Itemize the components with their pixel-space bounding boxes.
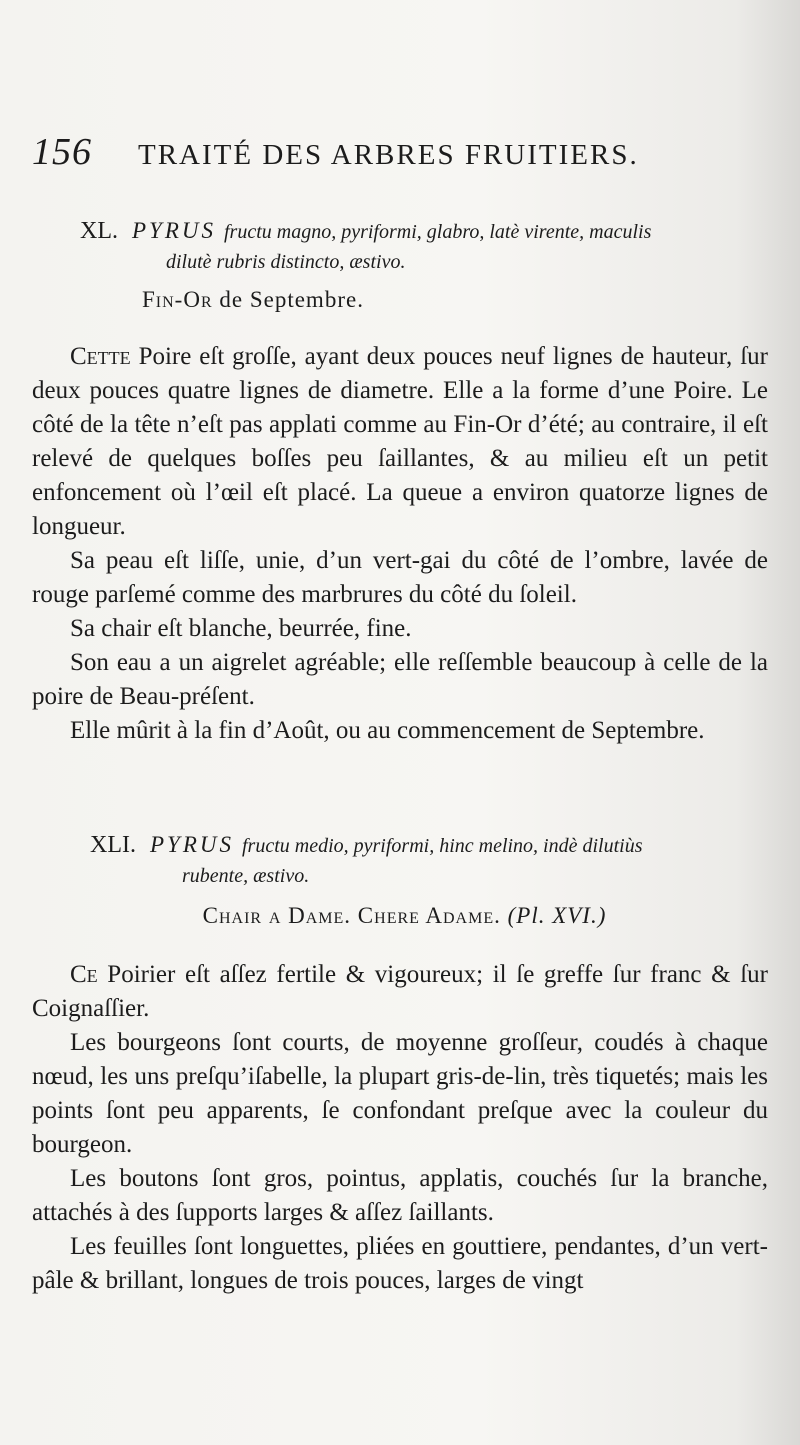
paragraph-text: Sa chair eſt blanche, beurrée, fine. <box>70 615 412 642</box>
paragraph-text: Poire eſt groſſe, ayant deux pouces neuf lignes de hauteur, ſur deux pouces quatre lignes de diametre. Elle a la forme d’une Poire. Le côté de la tête n’eſt pas applati comme au Fin-Or d’été; au contraire, il eſt relevé de quelques boſſes peu ſaillantes, & au milieu eſt un petit enfoncement où l’œil eſt placé. La queue a environ quatorze lignes de longueur. <box>32 343 768 540</box>
genus-name: PYRUS <box>149 832 234 857</box>
diagnosis-line-2: dilutè rubris distincto, æstivo. <box>166 251 406 273</box>
paragraph <box>32 1026 768 1162</box>
plate-reference: (Pl. XVI.) <box>500 903 607 928</box>
latin-diagnosis <box>32 830 777 891</box>
common-name <box>32 287 777 313</box>
paragraph <box>32 646 768 714</box>
common-name-caps: Chair a Dame. Chere Adame. <box>202 903 501 928</box>
common-name-rest: de Septembre. <box>212 287 364 312</box>
diagnosis-line-1: fructu medio, pyriformi, hinc melino, indè dilutiùs <box>241 835 643 857</box>
paragraph-text: Sa peau eſt liſſe, unie, d’un vert-gai du côté de l’ombre, lavée de rouge parſemé comme des marbrures du côté du ſoleil. <box>32 547 768 608</box>
paragraph <box>32 1162 768 1230</box>
paragraph-lead: Cette <box>70 343 131 370</box>
entry-xli-description <box>32 958 768 1298</box>
paragraph-text: Son eau a un aigrelet agréable; elle reſſemble beaucoup à celle de la poire de Beau-préſent. <box>32 649 768 710</box>
page-number: 156 <box>32 131 92 173</box>
entry-xli-heading <box>32 830 777 929</box>
paragraph <box>32 340 768 544</box>
genus-name: PYRUS <box>132 218 216 243</box>
entry-xl-description <box>32 340 768 748</box>
paragraph <box>32 958 768 1026</box>
paragraph <box>32 612 768 646</box>
diagnosis-line-2: rubente, æstivo. <box>182 865 310 887</box>
paragraph-text: Poirier eſt aſſez fertile & vigoureux; il ſe greffe ſur franc & ſur Coignaſſier. <box>32 961 768 1022</box>
paragraph <box>32 714 768 748</box>
latin-diagnosis <box>32 216 777 277</box>
paragraph-text: Les bourgeons ſont courts, de moyenne groſſeur, coudés à chaque nœud, les uns preſqu’iſabelle, la plupart gris-de-lin, très tiquetés; mais les points ſont peu apparents, ſe confondant preſque avec la couleur du bourgeon. <box>32 1029 768 1158</box>
paragraph <box>32 1230 768 1298</box>
paragraph <box>32 544 768 612</box>
common-name <box>32 903 777 929</box>
running-title: TRAITÉ DES ARBRES FRUITIERS. <box>138 139 639 171</box>
page-header <box>32 130 772 174</box>
entry-number: XL. <box>80 218 118 244</box>
common-name-caps: Fin-Or <box>142 287 213 312</box>
paragraph-text: Les feuilles ſont longuettes, pliées en gouttiere, pendantes, d’un vert-pâle & brillant, longues de trois pouces, larges de vingt <box>32 1233 768 1294</box>
paragraph-lead: Ce <box>70 961 98 988</box>
entry-xl-heading <box>32 216 777 313</box>
paragraph-text: Les boutons ſont gros, pointus, applatis, couchés ſur la branche, attachés à des ſupports larges & aſſez ſaillants. <box>32 1165 768 1226</box>
entry-number: XLI. <box>90 832 136 858</box>
paragraph-text: Elle mûrit à la fin d’Août, ou au commencement de Septembre. <box>70 717 705 744</box>
diagnosis-line-1: fructu magno, pyriformi, glabro, latè virente, maculis <box>224 221 652 243</box>
